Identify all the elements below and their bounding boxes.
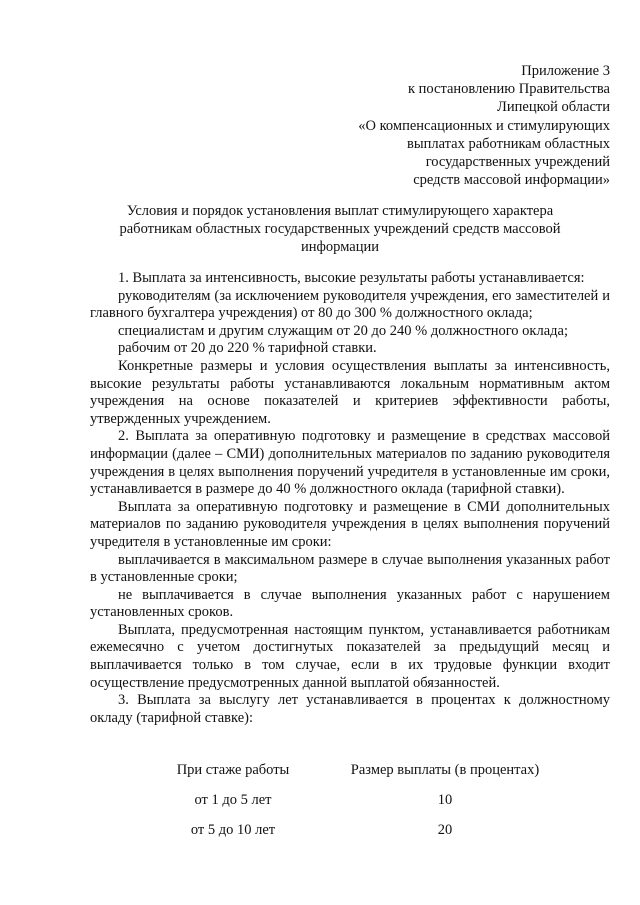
title-line: Условия и порядок установления выплат стимулирующего характера <box>126 203 554 219</box>
header-line: к постановлению Правительства <box>408 81 610 98</box>
header-line: выплатах работникам областных <box>407 135 610 152</box>
table-header-payment: Размер выплаты (в процентах) <box>350 762 540 778</box>
paragraph-1: 1. Выплата за интенсивность, высокие результаты работы устанавливается: <box>118 270 585 286</box>
header-line: государственных учреждений <box>425 154 610 171</box>
table-cell-experience: от 1 до 5 лет <box>194 792 272 808</box>
paragraph-2: 2. Выплата за оперативную подготовку и размещение в средствах массовой информации (далее – СМИ) дополнительных материалов по заданию руководителя учреждения в целях выполнения поручений учредителя в установленные им сроки, устанавливается в размере до 40 % должностного оклада (тарифной ставки). <box>90 428 610 498</box>
title-line: информации <box>301 239 379 255</box>
appendix-header <box>290 62 610 189</box>
document-body <box>90 270 610 727</box>
paragraph-specific-amounts: Конкретные размеры и условия осуществления выплаты за интенсивность, высокие результаты работы устанавливаются локальным нормативным актом учреждения на основе показателей и критериев эффективности работы, утвержденных учреждением. <box>90 357 610 427</box>
table-row <box>90 822 610 844</box>
paragraph-workers: рабочим от 20 до 220 % тарифной ставки. <box>118 340 377 357</box>
paragraph-operational-payment: Выплата за оперативную подготовку и размещение в СМИ дополнительных материалов по заданию руководителя учреждения в целях выполнения поручений учредителя в установленные им сроки: <box>90 498 610 550</box>
table-cell-percent: 20 <box>437 822 453 838</box>
table-cell-experience: от 5 до 10 лет <box>190 822 276 838</box>
header-line: средств массовой информации» <box>413 172 610 189</box>
title-line: работникам областных государственных учреждений средств массовой <box>119 221 561 237</box>
paragraph-managers: руководителям (за исключением руководителя учреждения, его заместителей и главного бухгалтера учреждения) от 80 до 300 % должностного оклада; <box>90 287 610 322</box>
paragraph-not-paid: не выплачивается в случае выполнения указанных работ с нарушением установленных сроков. <box>90 586 610 621</box>
table-cell-percent: 10 <box>437 792 453 808</box>
document-title <box>90 202 590 256</box>
paragraph-monthly: Выплата, предусмотренная настоящим пунктом, устанавливается работникам ежемесячно с учетом достигнутых показателей за предыдущий месяц и выплачивается только в том случае, если в их трудовые функции входит осуществление предусмотренных данной выплатой обязанностей. <box>90 621 610 691</box>
header-line: Приложение 3 <box>521 63 610 79</box>
paragraph-specialists: специалистам и другим служащим от 20 до 240 % должностного оклада; <box>118 322 568 339</box>
paragraph-3: 3. Выплата за выслугу лет устанавливается в процентах к должностному окладу (тарифной ставке): <box>90 692 610 726</box>
table-header-row <box>90 762 610 784</box>
table-header-experience: При стаже работы <box>176 762 290 778</box>
paragraph-paid-max: выплачивается в максимальном размере в случае выполнения указанных работ в установленные сроки; <box>90 551 610 586</box>
seniority-table <box>90 762 610 844</box>
table-row <box>90 792 610 814</box>
header-line: Липецкой области <box>497 99 610 116</box>
header-line: «О компенсационных и стимулирующих <box>358 117 610 134</box>
